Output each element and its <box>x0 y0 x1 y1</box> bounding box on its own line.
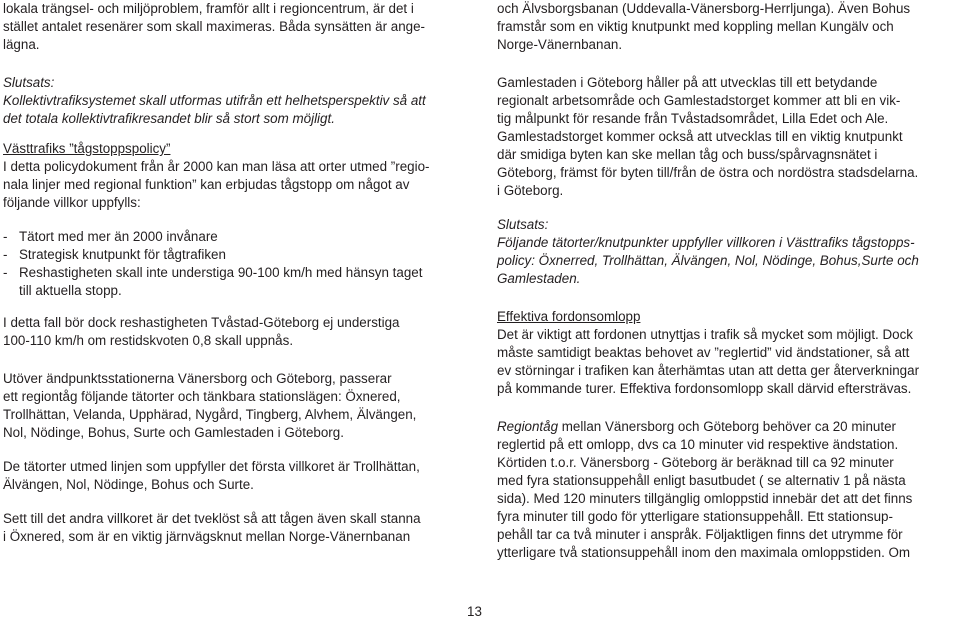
page-number: 13 <box>467 604 482 619</box>
slutsats-label: Slutsats: <box>497 217 549 232</box>
text-line: stället antalet resenärer som skall maximeras. Båda synsätten är ange- <box>3 19 426 34</box>
slutsats-text <box>497 234 955 288</box>
text-line: tig målpunkt för resande från Tvåstadsområdet, Lilla Edet och Ale. <box>497 111 889 126</box>
text-line: Norge-Vänernbanan. <box>497 37 623 52</box>
stations-paragraph <box>3 370 465 442</box>
criteria-text <box>19 228 465 246</box>
text-line: policy: Öxnerred, Trollhättan, Älvängen, Nol, Nödinge, Bohus,Surte och <box>497 253 919 268</box>
text-line: Gamlestadstorget kommer också att utvecklas till en viktig knutpunkt <box>497 129 903 144</box>
text-line: i Öxnered, som är en viktig järnvägsknut mellan Norge-Vänernbanan <box>3 529 411 544</box>
text-line: I detta fall bör dock reshastigheten Tvåstad-Göteborg ej understiga <box>3 315 400 330</box>
first-condition-paragraph <box>3 458 465 494</box>
text-line: följande villkor uppfylls: <box>3 195 141 210</box>
text-line: Trollhättan, Velanda, Upphärad, Nygård, Tingberg, Alvhem, Älvängen, <box>3 407 417 422</box>
text-line: sida). Med 120 minuters tillgänglig omloppstid innebär det att det finns <box>497 491 913 506</box>
slutsats-label: Slutsats: <box>3 75 55 90</box>
text-line: ett regiontåg följande tätorter och tänkbara stationslägen: Öxnered, <box>3 389 401 404</box>
text-line: lägna. <box>3 37 40 52</box>
text-line: Gamlestaden. <box>497 271 581 286</box>
slutsats-text <box>3 92 465 128</box>
left-column <box>3 0 465 546</box>
text-line: nala linjer med regional funktion” kan erbjudas tågstopp om något av <box>3 177 410 192</box>
bullet-dash: - <box>3 265 8 280</box>
text-line: ev störningar i trafiken kan återhämtas utan att detta ger återverkningar <box>497 363 920 378</box>
text-line: reglertid på ett omlopp, dvs ca 10 minuter vid respektive ändstation. <box>497 437 899 452</box>
criteria-item <box>3 246 465 264</box>
text-line: lokala trängsel- och miljöproblem, framför allt i regioncentrum, är det i <box>3 1 414 16</box>
gamlestaden-paragraph <box>497 74 955 200</box>
text-line: Sett till det andra villkoret är det tveklöst så att tågen även skall stanna <box>3 511 421 526</box>
criteria-item <box>3 264 465 300</box>
text-line: Nol, Nödinge, Bohus, Surte och Gamlestaden i Göteborg. <box>3 425 344 440</box>
text-line: Reshastigheten skall inte understiga 90-100 km/h med hänsyn taget <box>19 265 423 280</box>
effektiva-heading: Effektiva fordonsomlopp <box>497 309 641 324</box>
regiontag-first-line <box>497 418 955 436</box>
continued-paragraph <box>497 0 955 54</box>
text-line: Utöver ändpunktsstationerna Vänersborg och Göteborg, passerar <box>3 371 392 386</box>
text-line: Följande tätorter/knutpunkter uppfyller villkoren i Västtrafiks tågstopps- <box>497 235 915 250</box>
text-line: på kommande turer. Effektiva fordonsomlopp skall därvid eftersträvas. <box>497 381 912 396</box>
regiontag-lines <box>497 436 955 562</box>
text-line: Göteborg, främst för byten till/från de östra och nordöstra stadsdelarna. <box>497 165 919 180</box>
text-line: I detta policydokument från år 2000 kan man läsa att orter utmed ”regio- <box>3 159 430 174</box>
regiontag-first-rest: mellan Vänersborg och Göteborg behöver ca 20 minuter <box>558 419 896 434</box>
text-line: och Älvsborgsbanan (Uddevalla-Vänersborg-Herrljunga). Även Bohus <box>497 1 911 16</box>
slutsats-block-left <box>3 74 465 128</box>
text-line: Älvängen, Nol, Nödinge, Bohus och Surte. <box>3 477 254 492</box>
text-line: fyra minuter till godo för ytterligare stationsuppehåll. Ett stationsup- <box>497 509 893 524</box>
regiontag-word: Regiontåg <box>497 419 559 434</box>
text-line: Det är viktigt att fordonen utnyttjas i trafik så mycket som möjligt. Dock <box>497 327 913 342</box>
speed-paragraph <box>3 314 465 350</box>
text-line: Gamlestaden i Göteborg håller på att utvecklas till ett betydande <box>497 75 878 90</box>
text-line: Körtiden t.o.r. Vänersborg - Göteborg är beräknad till ca 92 minuter <box>497 455 894 470</box>
text-line: Kollektivtrafiksystemet skall utformas utifrån ett helhetsperspektiv så att <box>3 93 426 108</box>
text-line: 100-110 km/h om restidskvoten 0,8 skall uppnås. <box>3 333 294 348</box>
effektiva-paragraph <box>497 326 955 398</box>
regiontag-paragraph <box>497 418 955 562</box>
intro-paragraph <box>3 0 465 54</box>
text-line: ytterligare två stationsuppehåll inom den maximala omloppstiden. Om <box>497 545 911 560</box>
text-line: Tätort med mer än 2000 invånare <box>19 229 218 244</box>
text-line: framstår som en viktig knutpunkt med koppling mellan Kungälv och <box>497 19 894 34</box>
policy-heading: Västtrafiks ”tågstoppspolicy” <box>3 141 171 156</box>
policy-paragraph <box>3 158 465 212</box>
criteria-item <box>3 228 465 246</box>
text-line: Strategisk knutpunkt för tågtrafiken <box>19 247 226 262</box>
text-line: De tätorter utmed linjen som uppfyller det första villkoret är Trollhättan, <box>3 459 420 474</box>
text-line: det totala kollektivtrafikresandet blir så stort som möjligt. <box>3 111 335 126</box>
text-line: pehåll tar ca två minuter i anspråk. Följaktligen finns det utrymme för <box>497 527 903 542</box>
criteria-text <box>19 264 465 300</box>
slutsats-block-right <box>497 216 955 288</box>
text-line: i Göteborg. <box>497 183 564 198</box>
right-column <box>497 0 955 562</box>
bullet-dash: - <box>3 229 8 244</box>
text-line: med fyra stationsuppehåll enligt basutbudet ( se alternativ 1 på nästa <box>497 473 906 488</box>
criteria-text <box>19 246 465 264</box>
text-line: till aktuella stopp. <box>19 283 122 298</box>
text-line: måste samtidigt beaktas behovet av ”reglertid” vid ändstationer, så att <box>497 345 910 360</box>
criteria-list <box>3 228 465 300</box>
second-condition-paragraph <box>3 510 465 546</box>
bullet-dash: - <box>3 247 8 262</box>
text-line: regionalt arbetsområde och Gamlestadstorget kommer att bli en vik- <box>497 93 901 108</box>
text-line: där smidiga byten kan ske mellan tåg och buss/spårvagnsnätet i <box>497 147 878 162</box>
